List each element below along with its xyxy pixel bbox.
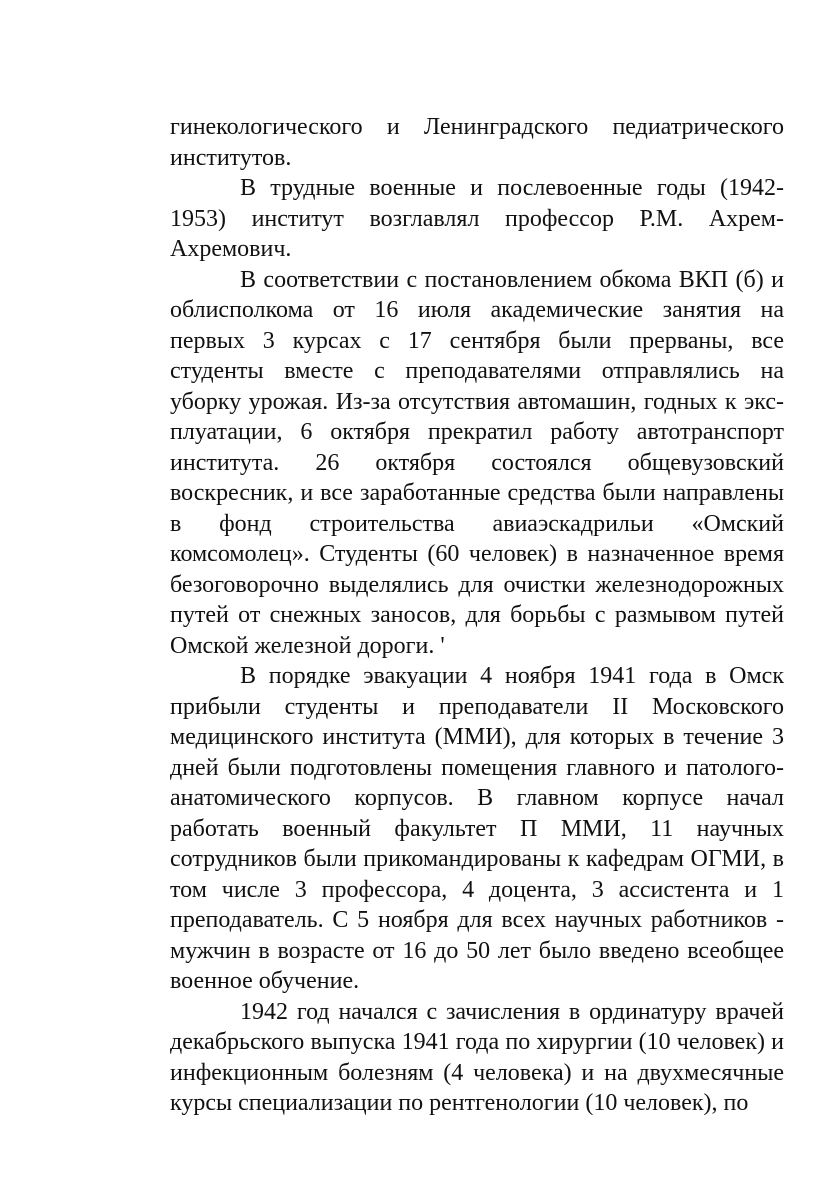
document-page — [170, 112, 784, 1119]
paragraph-evacuation: В порядке эвакуации 4 ноября 1941 года в Омск прибыли студенты и преподаватели II Московского медицинского института (ММИ), для которых в течение 3 дней были подготовлены помещения главного и патологоанатомического корпусов. В главном корпусе начал работать военный факультет П ММИ, 11 научных сотрудников были прикомандированы к кафедрам ОГМИ, в том числе 3 профессора, 4 доцента, 3 ассистента и 1 преподаватель. С 5 ноября для всех научных работников - мужчин в возрасте от 16 до 50 лет было введено всеобщее военное обучение. — [170, 663, 784, 994]
paragraph-1942: 1942 год начался с зачисления в ординатуру врачей декабрьского выпуска 1941 года по хирургии (10 человек) и инфекционным болезням (4 человека) и на двухмесячные курсы специализации по рентгенологии (10 человек), по — [170, 998, 784, 1116]
paragraph-leadership: В трудные военные и послевоенные годы (1942-1953) институт возглавлял профессор Р.М. Ахрем-Ахремович. — [170, 175, 784, 262]
paragraph-harvest-work: В соответствии с постановлением обкома ВКП (б) и облисполкома от 16 июля академические занятия на первых 3 курсах с 17 сентября были прерваны, все студенты вместе с преподавателями отправлялись на уборку урожая. Из-за отсутствия автомашин, годных к эксплуатации, 6 октября прекратил работу автотранспорт института. 26 октября состоялся общевузовский воскресник, и все заработанные средства были направлены в фонд строительства авиаэскадрильи «Омский комсомолец». Студенты (60 человек) в назначенное время безоговорочно выделялись для очистки железнодорожных путей от снежных заносов, для борьбы с размывом путей Омской железной дороги. ' — [170, 266, 784, 659]
paragraph-continuation: гинекологического и Ленинградского педиатрического институтов. — [170, 114, 784, 171]
